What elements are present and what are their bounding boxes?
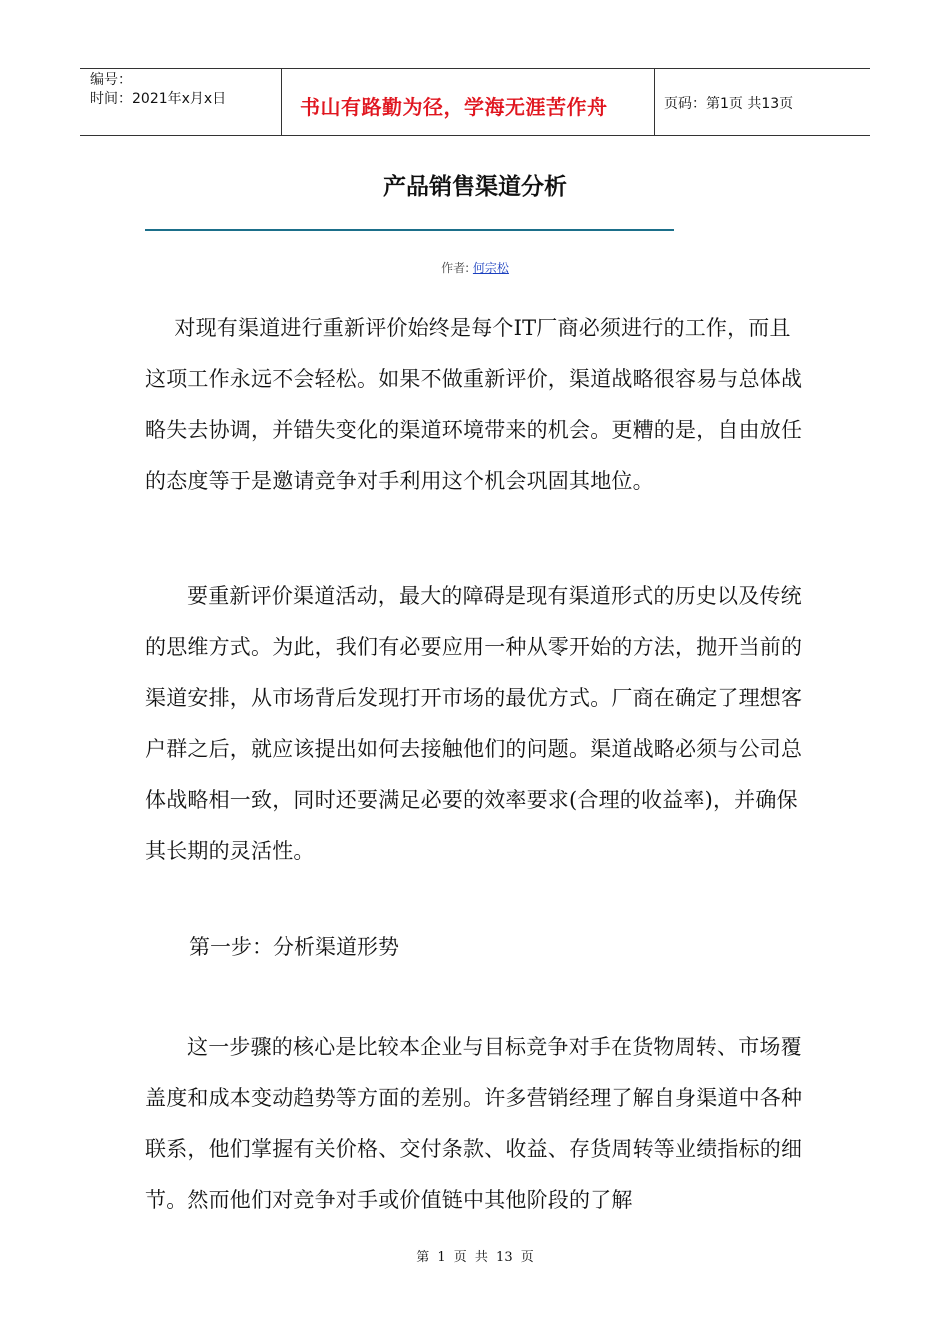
header-page-cell bbox=[655, 69, 870, 135]
header-motto: 书山有路勤为径，学海无涯苦作舟 bbox=[300, 95, 608, 119]
date-label: 时间：2021年x月x日 bbox=[90, 91, 227, 107]
serial-number-label: 编号： bbox=[90, 72, 132, 88]
page-footer: 第 1 页 共 13 页 bbox=[416, 1250, 534, 1265]
author-prefix: 作者: bbox=[441, 261, 473, 275]
paragraph-1: 对现有渠道进行重新评价始终是每个IT厂商必须进行的工作，而且这项工作永远不会轻松。如果不做重新评价，渠道战略很容易与总体战略失去协调，并错失变化的渠道环境带来的机会。更糟的是，自由放任的态度等于是邀请竞争对手利用这个机会巩固其地位。 bbox=[145, 316, 803, 493]
header-motto-cell bbox=[282, 69, 655, 135]
author-link[interactable]: 何宗松 bbox=[472, 261, 509, 275]
paragraph-3: 这一步骤的核心是比较本企业与目标竞争对手在货物周转、市场覆盖度和成本变动趋势等方面的差别。许多营销经理了解自身渠道中各种联系，他们掌握有关价格、交付条款、收益、存货周转等业绩指标的细节。然而他们对竞争对手或价值链中其他阶段的了解 bbox=[145, 1035, 803, 1212]
step-heading: 第一步：分析渠道形势 bbox=[189, 935, 399, 959]
title-divider bbox=[145, 229, 674, 231]
author-line bbox=[0, 259, 950, 276]
header-meta-cell bbox=[80, 69, 282, 135]
document-title: 产品销售渠道分析 bbox=[383, 174, 567, 200]
header-page-info: 页码：第1页 共13页 bbox=[664, 96, 794, 112]
paragraph-2: 要重新评价渠道活动，最大的障碍是现有渠道形式的历史以及传统的思维方式。为此，我们有必要应用一种从零开始的方法，抛开当前的渠道安排，从市场背后发现打开市场的最优方式。厂商在确定了理想客户群之后，就应该提出如何去接触他们的问题。渠道战略必须与公司总体战略相一致，同时还要满足必要的效率要求(合理的收益率)，并确保其长期的灵活性。 bbox=[145, 584, 803, 863]
document-header bbox=[80, 68, 870, 136]
